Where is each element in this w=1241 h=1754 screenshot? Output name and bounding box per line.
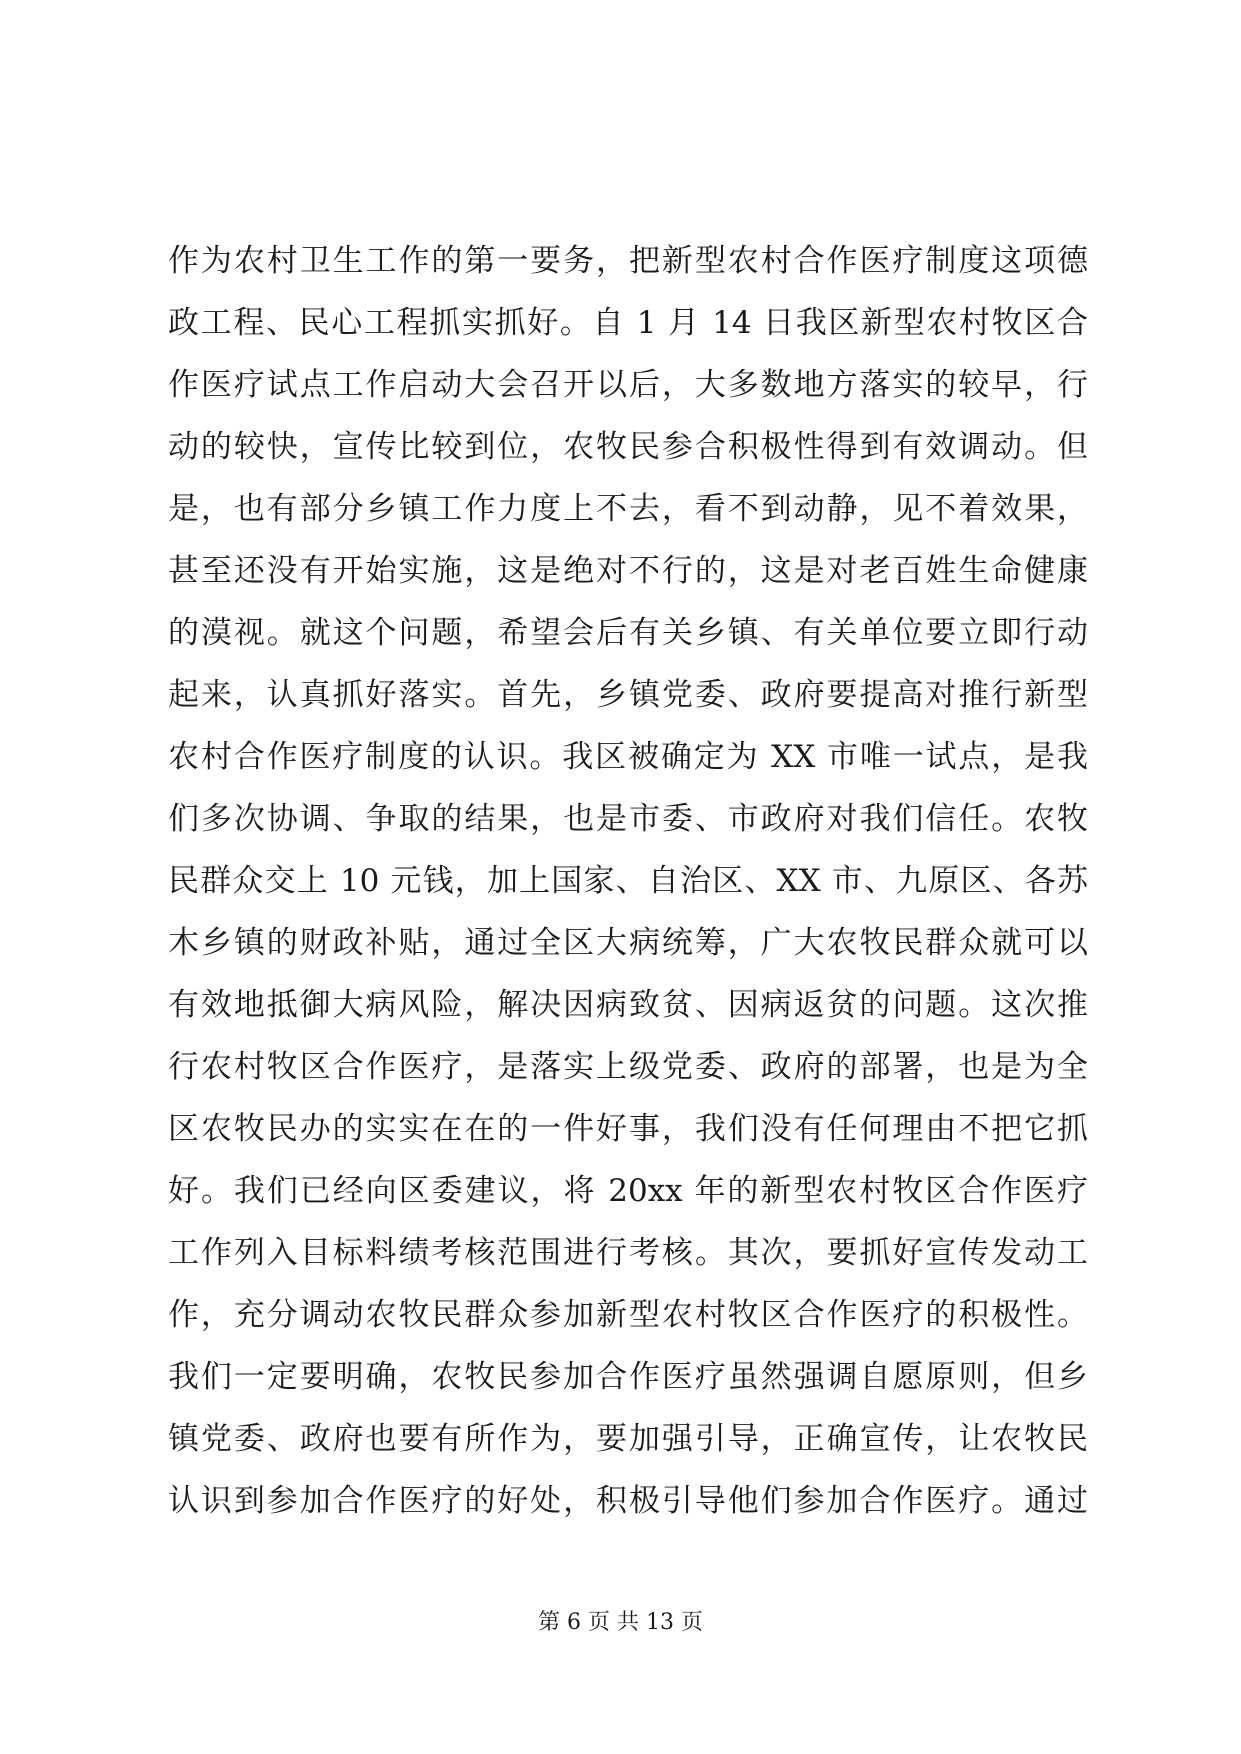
text-line: 工作列入目标料绩考核范围进行考核。其次，要抓好宣传发动工 <box>168 1235 1088 1271</box>
text-line: 行农村牧区合作医疗，是落实上级党委、政府的部署，也是为全 <box>168 1049 1088 1085</box>
body-text <box>168 230 1088 1532</box>
text-line: 我们一定要明确，农牧民参加合作医疗虽然强调自愿原则，但乡 <box>168 1359 1088 1395</box>
text-line: 的漠视。就这个问题，希望会后有关乡镇、有关单位要立即行动 <box>168 615 1088 651</box>
text-line: 区农牧民办的实实在在的一件好事，我们没有任何理由不把它抓 <box>168 1111 1088 1147</box>
text-line: 好。我们已经向区委建议，将 20xx 年的新型农村牧区合作医疗 <box>168 1173 1088 1209</box>
text-line: 起来，认真抓好落实。首先，乡镇党委、政府要提高对推行新型 <box>168 677 1088 713</box>
text-line: 镇党委、政府也要有所作为，要加强引导，正确宣传，让农牧民 <box>168 1421 1088 1457</box>
text-line: 有效地抵御大病风险，解决因病致贫、因病返贫的问题。这次推 <box>168 987 1088 1023</box>
text-line: 动的较快，宣传比较到位，农牧民参合积极性得到有效调动。但 <box>168 429 1088 465</box>
text-line: 们多次协调、争取的结果，也是市委、市政府对我们信任。农牧 <box>168 801 1088 837</box>
text-line: 甚至还没有开始实施，这是绝对不行的，这是对老百姓生命健康 <box>168 553 1088 589</box>
text-line: 作为农村卫生工作的第一要务，把新型农村合作医疗制度这项德 <box>168 243 1088 279</box>
text-line: 民群众交上 10 元钱，加上国家、自治区、XX 市、九原区、各苏 <box>168 863 1088 899</box>
text-line: 作，充分调动农牧民群众参加新型农村牧区合作医疗的积极性。 <box>168 1297 1088 1333</box>
page-number-footer: 第 6 页 共 13 页 <box>538 1610 703 1635</box>
text-line: 政工程、民心工程抓实抓好。自 1 月 14 日我区新型农村牧区合 <box>168 305 1088 341</box>
text-line: 木乡镇的财政补贴，通过全区大病统筹，广大农牧民群众就可以 <box>168 925 1088 961</box>
text-line: 是，也有部分乡镇工作力度上不去，看不到动静，见不着效果， <box>168 491 1088 527</box>
text-line: 认识到参加合作医疗的好处，积极引导他们参加合作医疗。通过 <box>168 1483 1088 1519</box>
text-line: 农村合作医疗制度的认识。我区被确定为 XX 市唯一试点，是我 <box>168 739 1088 775</box>
text-line: 作医疗试点工作启动大会召开以后，大多数地方落实的较早，行 <box>168 367 1088 403</box>
